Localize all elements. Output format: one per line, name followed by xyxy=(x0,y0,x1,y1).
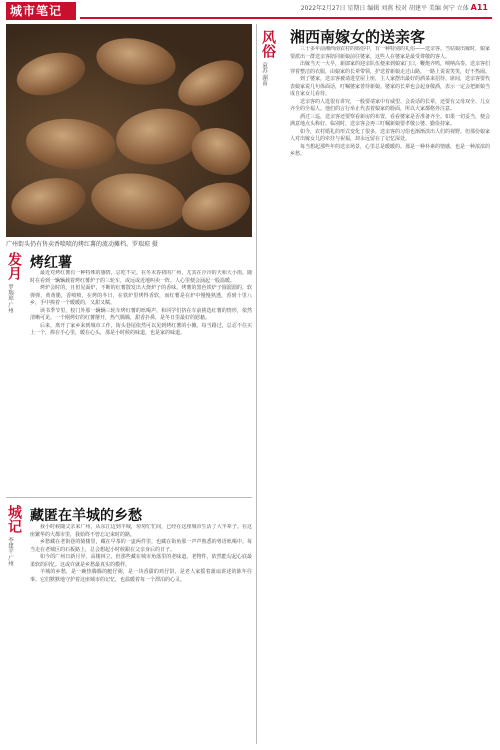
left-article-tag xyxy=(6,252,26,313)
sweet-potato-shape xyxy=(171,51,251,115)
page-number: A11 xyxy=(470,3,488,12)
paragraph: 出嫁当天一大早，新郎家的迎亲队伍便来到娘家门口，鞭炮齐鸣，唢呐高奏。送亲客们穿着整洁的衣服，由娘家的长辈带领，护送着新娘走过山路，一路上说说笑笑，好不热闹。 xyxy=(290,61,490,75)
author-byline: 李建平 广州 xyxy=(7,537,13,567)
article-body xyxy=(290,46,490,736)
sweet-potato-shape xyxy=(93,32,180,90)
paragraph: 每当想起那些年的送亲场景，心里总是暖暖的。那是一种朴素的情感，也是一种浓浓的乡愁。 xyxy=(290,143,490,157)
column-tag: 发月 xyxy=(6,252,22,280)
column-divider xyxy=(256,24,257,744)
paragraph: 后来，离开了家乡来到城市工作，街头巷尾依然可以见到烤红薯的小摊。每当路过，总忍不住买上一个，捧在手心里，暖在心头，那是小时候的味道，也是家的味道。 xyxy=(30,322,252,336)
header-rule xyxy=(80,17,492,19)
paragraph: 如今，农村婚礼的形式变化了很多，送亲客的习俗也渐渐淡出人们的视野。但那份娘家人对出嫁女儿的牵挂与祝福，却永远留在了记忆深处。 xyxy=(290,128,490,142)
date-line: 2022年2月27日 星期日 编辑 刘燕 校对 胡建平 美编 何宁 立体 xyxy=(300,5,469,12)
article-title: 藏匿在羊城的乡愁 xyxy=(30,508,142,524)
sweet-potato-shape xyxy=(176,174,252,237)
sweet-potato-shape xyxy=(12,46,90,103)
section-divider xyxy=(6,497,252,498)
article-body xyxy=(30,524,252,744)
sweet-potato-shape xyxy=(24,115,118,173)
paragraph: 到了婆家，送亲客被请进堂屋上座，主人家摆出最好的酒菜来招待。席间，送亲客要代表娘家说几句体面话，叮嘱婆家善待新娘。婆家的长辈也会起身敬酒，表示一定会把新娘当成自家女儿看待。 xyxy=(290,76,490,97)
sweet-potato-shape xyxy=(113,103,205,169)
paragraph: 读书季节里，校门外那一辆辆三轮车烤红薯的吆喝声，和同学们挤在车前挑选红薯的情形，依然清晰可见。一个刚烤好的红薯掰开，热气腾腾，甜香扑鼻，是冬日里最好的慰藉。 xyxy=(30,307,252,321)
bottom-article-tag xyxy=(6,505,26,566)
paragraph: 我小时候随父亲来广州，从东江边到羊城，匆匆忙忙间，已经在这座城市生活了大半辈子。在这座繁华的大都市里，我始终不曾忘记来时的路。 xyxy=(30,524,252,538)
page-header xyxy=(0,0,500,22)
header-info xyxy=(301,3,488,12)
column-tag: 风俗 xyxy=(260,30,276,58)
paragraph: 羊城的乡愁，是一碗热腾腾的艇仔粥，是一块香甜的鸡仔饼，是老人家摇着蒲扇讲述的陈年往事。它们默默地守护着这座城市的记忆，也温暖着每一个漂泊的心灵。 xyxy=(30,569,252,583)
paragraph: 如今的广州日新月异，高楼林立，但那些藏在城市角落里的老味道、老物件，依然能勾起心底最柔软的回忆。这或许就是乡愁最真实的模样。 xyxy=(30,554,252,568)
paragraph: 最近对烤红薯有一种特殊的感情，总吃不完。在冬末春初的广州，尤其在冷冷的天和大小雨，随时在看到一辆辆载着烤红薯炉子的三轮车，或远或近地叫卖一阵。人心里便会涌起一股温暖。 xyxy=(30,270,252,284)
paragraph: 烤炉会时的，且但见面炉，不断的红薯散发出大烧炉子的香味。烤薯的黑色铁炉子圆溜溜的，软弹弹，黄黄脆，香喷喷，在烤的冬日，在铁炉里烤得香软，而红薯是在炉中慢慢熟透，香到十里八乡，手中捧着一个暖暖的，又甜又糯。 xyxy=(30,285,252,306)
column-tag: 城记 xyxy=(6,505,22,533)
sweet-potato-shape xyxy=(7,172,90,232)
paragraph: 三十多年前湘西南农村的婚俗中，有一种特别的礼俗——送亲客。当姑娘出嫁时，娘家要派出一群送亲客陪同新娘前往婆家，这些人在婆家是最受尊敬的客人。 xyxy=(290,46,490,60)
paragraph: 乡愁藏在老街巷的骑楼里，藏在早茶的一盅两件里，也藏在街角那一声声熟悉的粤语吆喝中。每当走在老城区的石板路上，总会想起小时候跟在父亲身后的日子。 xyxy=(30,539,252,553)
article-title: 湘西南嫁女的送亲客 xyxy=(290,28,426,46)
sweet-potato-shape xyxy=(88,168,190,236)
paragraph: 送亲客的人选很有讲究，一般要请家中有威望、会说话的长辈，还要有父母双全、儿女齐全的全福人。他们的言行举止代表着娘家的脸面，所以大家都格外注意。 xyxy=(290,98,490,112)
right-article-tag xyxy=(260,30,280,86)
photo-caption: 广州街头仍有售卖香喷喷的烤红薯的流动摊档。罗瑞琼 摄 xyxy=(6,241,158,248)
article-title: 烤红薯 xyxy=(30,255,72,271)
author-byline: 袁苏 湖南 xyxy=(261,62,267,86)
article-body xyxy=(30,270,252,492)
paragraph: 酒过三巡，送亲客还要察看新房的布置，看看婆家是否准备齐全。如果一切妥当，便会满意地点头称好。临别时，送亲客会再三叮嘱新娘要孝敬公婆、勤俭持家。 xyxy=(290,113,490,127)
author-byline: 罗瑞琼 广州 xyxy=(7,284,13,314)
roasted-sweet-potato-photo xyxy=(6,24,252,237)
section-masthead: 城市笔记 xyxy=(6,2,76,20)
